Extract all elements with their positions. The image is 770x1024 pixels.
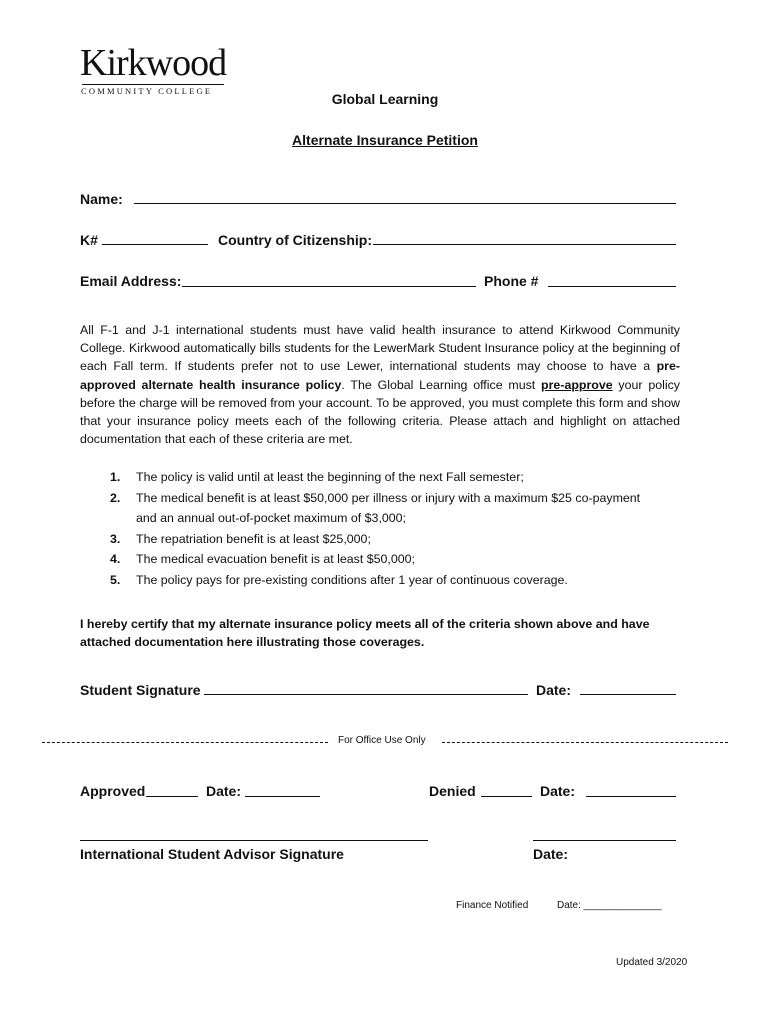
intro-text-2: . The Global Learning office must — [341, 377, 542, 392]
country-label: Country of Citizenship: — [218, 232, 372, 248]
advisor-date-label: Date: — [533, 846, 569, 862]
page-title: Global Learning — [331, 91, 439, 107]
k-number-field[interactable] — [102, 244, 208, 245]
advisor-signature-label: International Student Advisor Signature — [80, 846, 344, 862]
phone-label: Phone # — [484, 273, 539, 289]
email-label: Email Address: — [80, 273, 182, 289]
form-title: Alternate Insurance Petition — [292, 132, 478, 148]
approved-label: Approved — [80, 783, 146, 799]
intro-emphasis-preapprove: pre-approve — [541, 377, 613, 392]
criteria-item: 5. The policy pays for pre-existing conditions after 1 year of continuous coverage. — [110, 572, 568, 587]
email-field[interactable] — [182, 286, 476, 287]
intro-text-3: your policy before the charge will be removed from your account. To be approved, you must complete this form and show that your insurance policy meets each of the following criteria. Please attach and highlight on attached documentation that each of these criteria are met. — [80, 377, 681, 447]
logo-subtitle: COMMUNITY COLLEGE — [81, 86, 213, 96]
name-label: Name: — [80, 191, 123, 207]
logo-rule — [82, 84, 224, 85]
phone-field[interactable] — [548, 286, 676, 287]
intro-paragraph — [80, 321, 680, 448]
intro-text-1: All F-1 and J-1 international students must have valid health insurance to attend Kirkwood Community College. Kirkwood automatically bills students for the LewerMark Student Insurance policy at the beginning of each Fall term. If students prefer not to use Lewer, international students may choose to have a — [80, 323, 680, 374]
advisor-date-field[interactable] — [533, 840, 676, 841]
criteria-list — [110, 467, 690, 590]
signature-date-field[interactable] — [580, 694, 676, 695]
student-signature-label: Student Signature — [80, 682, 201, 698]
country-field[interactable] — [373, 244, 676, 245]
criteria-item: 2. The medical benefit is at least $50,000 per illness or injury with a maximum $25 co-payment — [110, 490, 641, 505]
office-divider-right — [442, 742, 728, 743]
denied-field[interactable] — [481, 796, 532, 797]
certification-statement: I hereby certify that my alternate insurance policy meets all of the criteria shown above and have attached documentation here illustrating those coverages. — [80, 617, 650, 649]
denied-label: Denied — [429, 783, 476, 799]
criteria-item-continuation: and an annual out-of-pocket maximum of $3,000; — [136, 511, 407, 525]
finance-date-label: Date: ______________ — [557, 900, 662, 911]
student-signature-field[interactable] — [204, 694, 528, 695]
kirkwood-logo: Kirkwood — [80, 42, 227, 84]
k-number-label: K# — [80, 232, 98, 248]
criteria-item: 3. The repatriation benefit is at least $25,000; — [110, 531, 371, 546]
criteria-item: 1. The policy is valid until at least the beginning of the next Fall semester; — [110, 470, 524, 484]
approved-date-field[interactable] — [245, 796, 320, 797]
approved-field[interactable] — [146, 796, 198, 797]
office-use-label: For Office Use Only — [338, 735, 426, 746]
criteria-item: 4. The medical evacuation benefit is at least $50,000; — [110, 552, 415, 566]
finance-notified-label: Finance Notified — [456, 900, 529, 911]
denied-date-label: Date: — [540, 783, 576, 799]
advisor-signature-field[interactable] — [80, 840, 428, 841]
signature-date-label: Date: — [536, 682, 572, 698]
updated-date: Updated 3/2020 — [616, 957, 688, 968]
intro-emphasis-policy: pre-approved alternate health insurance policy — [80, 359, 680, 392]
approved-date-label: Date: — [206, 783, 242, 799]
denied-date-field[interactable] — [586, 796, 676, 797]
name-field[interactable] — [134, 203, 676, 204]
office-divider-left — [42, 742, 328, 743]
